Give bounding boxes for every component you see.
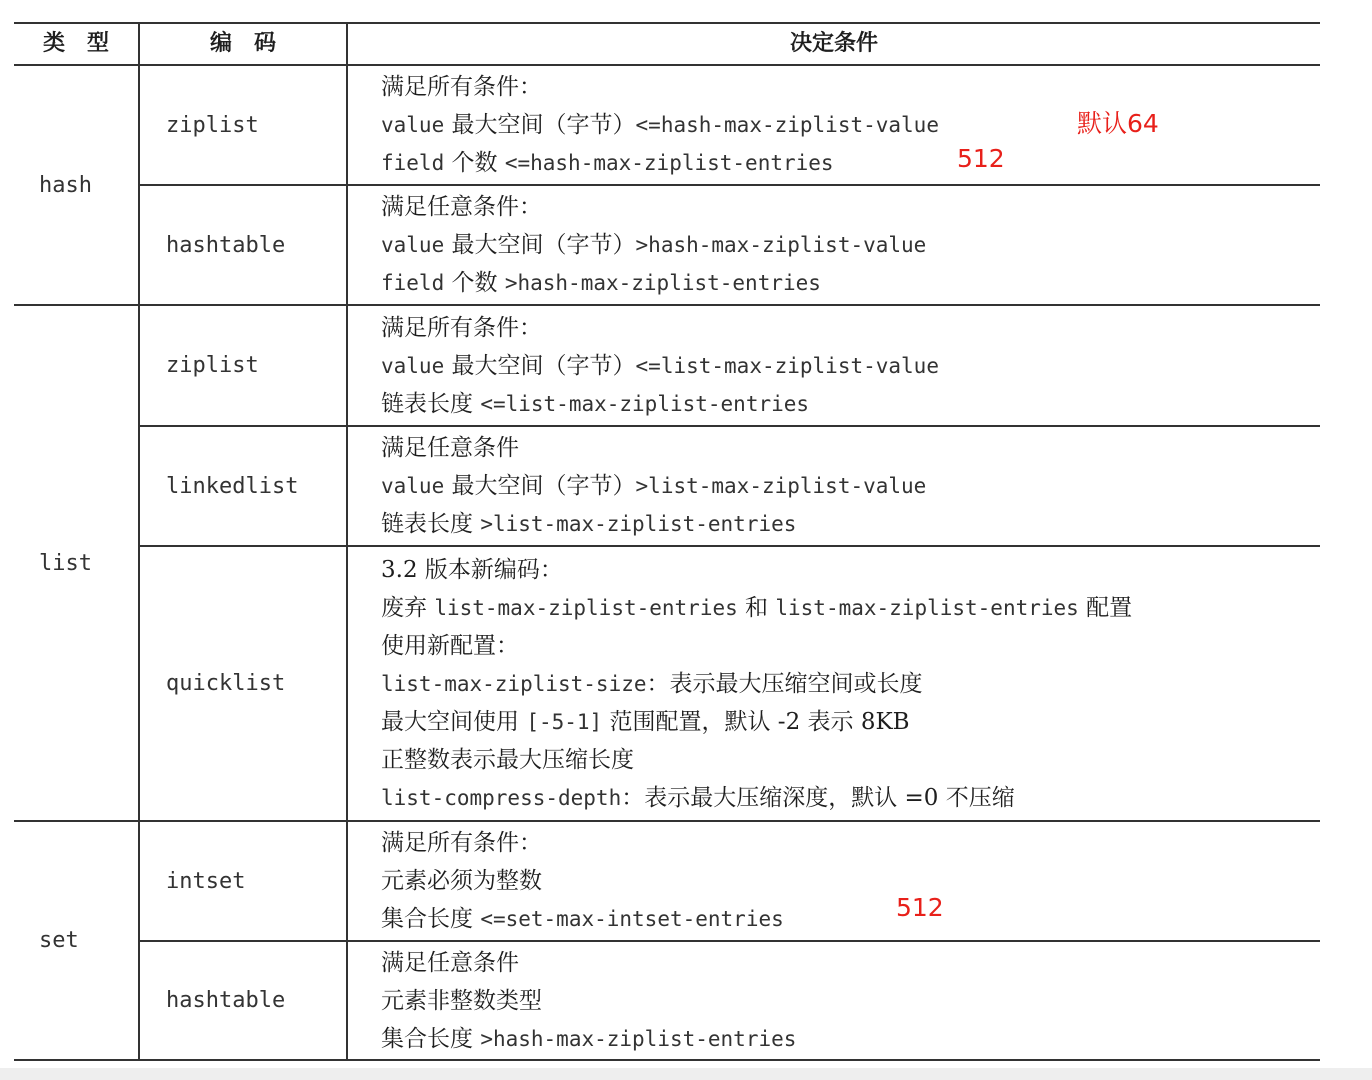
condition-text: 废弃 <box>381 594 435 621</box>
encoding-set-hashtable: hashtable <box>166 988 286 1013</box>
condition-text: 最大空间（字节） <box>444 232 636 258</box>
condition-text: 满足所有条件： <box>381 74 542 100</box>
condition-line <box>381 144 1320 182</box>
config-text: <=hash-max-ziplist-entries <box>504 151 834 175</box>
condition-text: 最大空间使用 <box>381 708 527 735</box>
condition-set-intset <box>348 822 1320 940</box>
condition-line <box>381 226 1320 264</box>
annotation-set-entries-default: 512 <box>896 893 944 922</box>
config-text: value <box>381 233 445 257</box>
condition-text: 满足任意条件 <box>381 435 519 461</box>
condition-line <box>381 627 1320 665</box>
config-text: value <box>381 113 445 137</box>
condition-line <box>381 429 1320 467</box>
condition-line <box>381 982 1320 1020</box>
condition-line <box>381 551 1320 589</box>
condition-text: 正整数表示最大压缩长度 <box>381 746 634 773</box>
annotation-hash-value-default: 默认64 <box>1077 109 1159 138</box>
condition-text: ：表示最大压缩空间或长度 <box>646 670 923 697</box>
condition-text: 和 <box>737 594 776 621</box>
config-text: list-compress-depth <box>381 785 622 810</box>
condition-line <box>381 900 1320 938</box>
condition-line <box>381 505 1320 543</box>
encoding-set-intset: intset <box>166 868 246 894</box>
condition-line <box>381 264 1320 302</box>
condition-line <box>381 741 1320 779</box>
condition-text: 个数 <box>444 270 505 296</box>
condition-text: 元素必须为整数 <box>381 868 542 894</box>
condition-line <box>381 347 1320 385</box>
condition-text: 范围配置，默认 -2 表示 8KB <box>602 708 910 735</box>
condition-list-ziplist <box>348 306 1320 425</box>
condition-line <box>381 944 1320 982</box>
condition-line <box>381 68 1320 106</box>
condition-text: 元素非整数类型 <box>381 987 542 1014</box>
config-text: >list-max-ziplist-value <box>635 474 927 498</box>
encoding-hash-hashtable: hashtable <box>166 232 286 258</box>
config-text: >hash-max-ziplist-entries <box>480 1026 797 1051</box>
condition-text: 集合长度 <box>381 906 481 932</box>
type-set: set <box>39 928 79 953</box>
config-text: value <box>381 474 445 498</box>
condition-line <box>381 467 1320 505</box>
type-hash: hash <box>39 172 92 198</box>
config-text: <=hash-max-ziplist-value <box>635 113 939 137</box>
condition-text: 最大空间（字节） <box>444 352 636 379</box>
config-text: list-max-ziplist-entries <box>775 595 1079 620</box>
bottom-strip <box>0 1068 1372 1080</box>
condition-text: 个数 <box>444 150 505 176</box>
header-condition: 决定条件 <box>789 31 878 56</box>
condition-text: 满足任意条件： <box>381 194 542 220</box>
condition-line <box>381 106 1320 144</box>
condition-text: 满足所有条件： <box>381 314 542 341</box>
condition-text: 使用新配置： <box>381 632 519 659</box>
condition-text: 配置 <box>1078 594 1133 621</box>
condition-line <box>381 862 1320 900</box>
config-text: >hash-max-ziplist-value <box>635 233 927 257</box>
config-text: >hash-max-ziplist-entries <box>504 271 821 295</box>
header-type: 类 型 <box>42 31 109 56</box>
condition-line <box>381 188 1320 226</box>
condition-text: 满足所有条件： <box>381 830 542 856</box>
condition-list-linkedlist <box>348 427 1320 545</box>
config-text: list-max-ziplist-size <box>381 671 647 696</box>
config-text: value <box>381 353 445 378</box>
condition-text: ：表示最大压缩深度，默认 =0 不压缩 <box>621 784 1015 811</box>
condition-list-quicklist <box>348 547 1320 820</box>
header-encoding: 编 码 <box>209 31 276 56</box>
condition-text: 3.2 版本新编码： <box>381 556 563 583</box>
config-text: <=list-max-ziplist-entries <box>480 391 810 416</box>
encoding-list-ziplist: ziplist <box>166 353 259 378</box>
condition-line <box>381 1020 1320 1058</box>
type-list: list <box>39 550 92 576</box>
encoding-list-quicklist: quicklist <box>166 671 286 696</box>
config-text: list-max-ziplist-entries <box>434 595 738 620</box>
condition-text: 满足任意条件 <box>381 949 519 976</box>
annotation-hash-entries-default: 512 <box>957 144 1005 173</box>
condition-hash-ziplist <box>348 66 1320 184</box>
encoding-hash-ziplist: ziplist <box>166 112 259 138</box>
config-text: <=list-max-ziplist-value <box>635 353 939 378</box>
config-text: field <box>381 271 445 295</box>
condition-text: 链表长度 <box>381 390 481 417</box>
condition-text: 集合长度 <box>381 1025 481 1052</box>
condition-line <box>381 703 1320 741</box>
table-bottom-border <box>14 1059 1320 1061</box>
config-text: >list-max-ziplist-entries <box>480 512 797 536</box>
condition-line <box>381 385 1320 423</box>
condition-text: 最大空间（字节） <box>444 473 636 499</box>
condition-line <box>381 589 1320 627</box>
config-text: [-5-1] <box>526 709 603 734</box>
condition-hash-hashtable <box>348 186 1320 304</box>
condition-line <box>381 665 1320 703</box>
condition-set-hashtable <box>348 942 1320 1059</box>
condition-text: 最大空间（字节） <box>444 112 636 138</box>
config-text: field <box>381 151 445 175</box>
condition-text: 链表长度 <box>381 511 481 537</box>
encoding-list-linkedlist: linkedlist <box>166 473 299 499</box>
condition-line <box>381 779 1320 817</box>
condition-line <box>381 824 1320 862</box>
condition-line <box>381 309 1320 347</box>
config-text: <=set-max-intset-entries <box>480 907 784 931</box>
